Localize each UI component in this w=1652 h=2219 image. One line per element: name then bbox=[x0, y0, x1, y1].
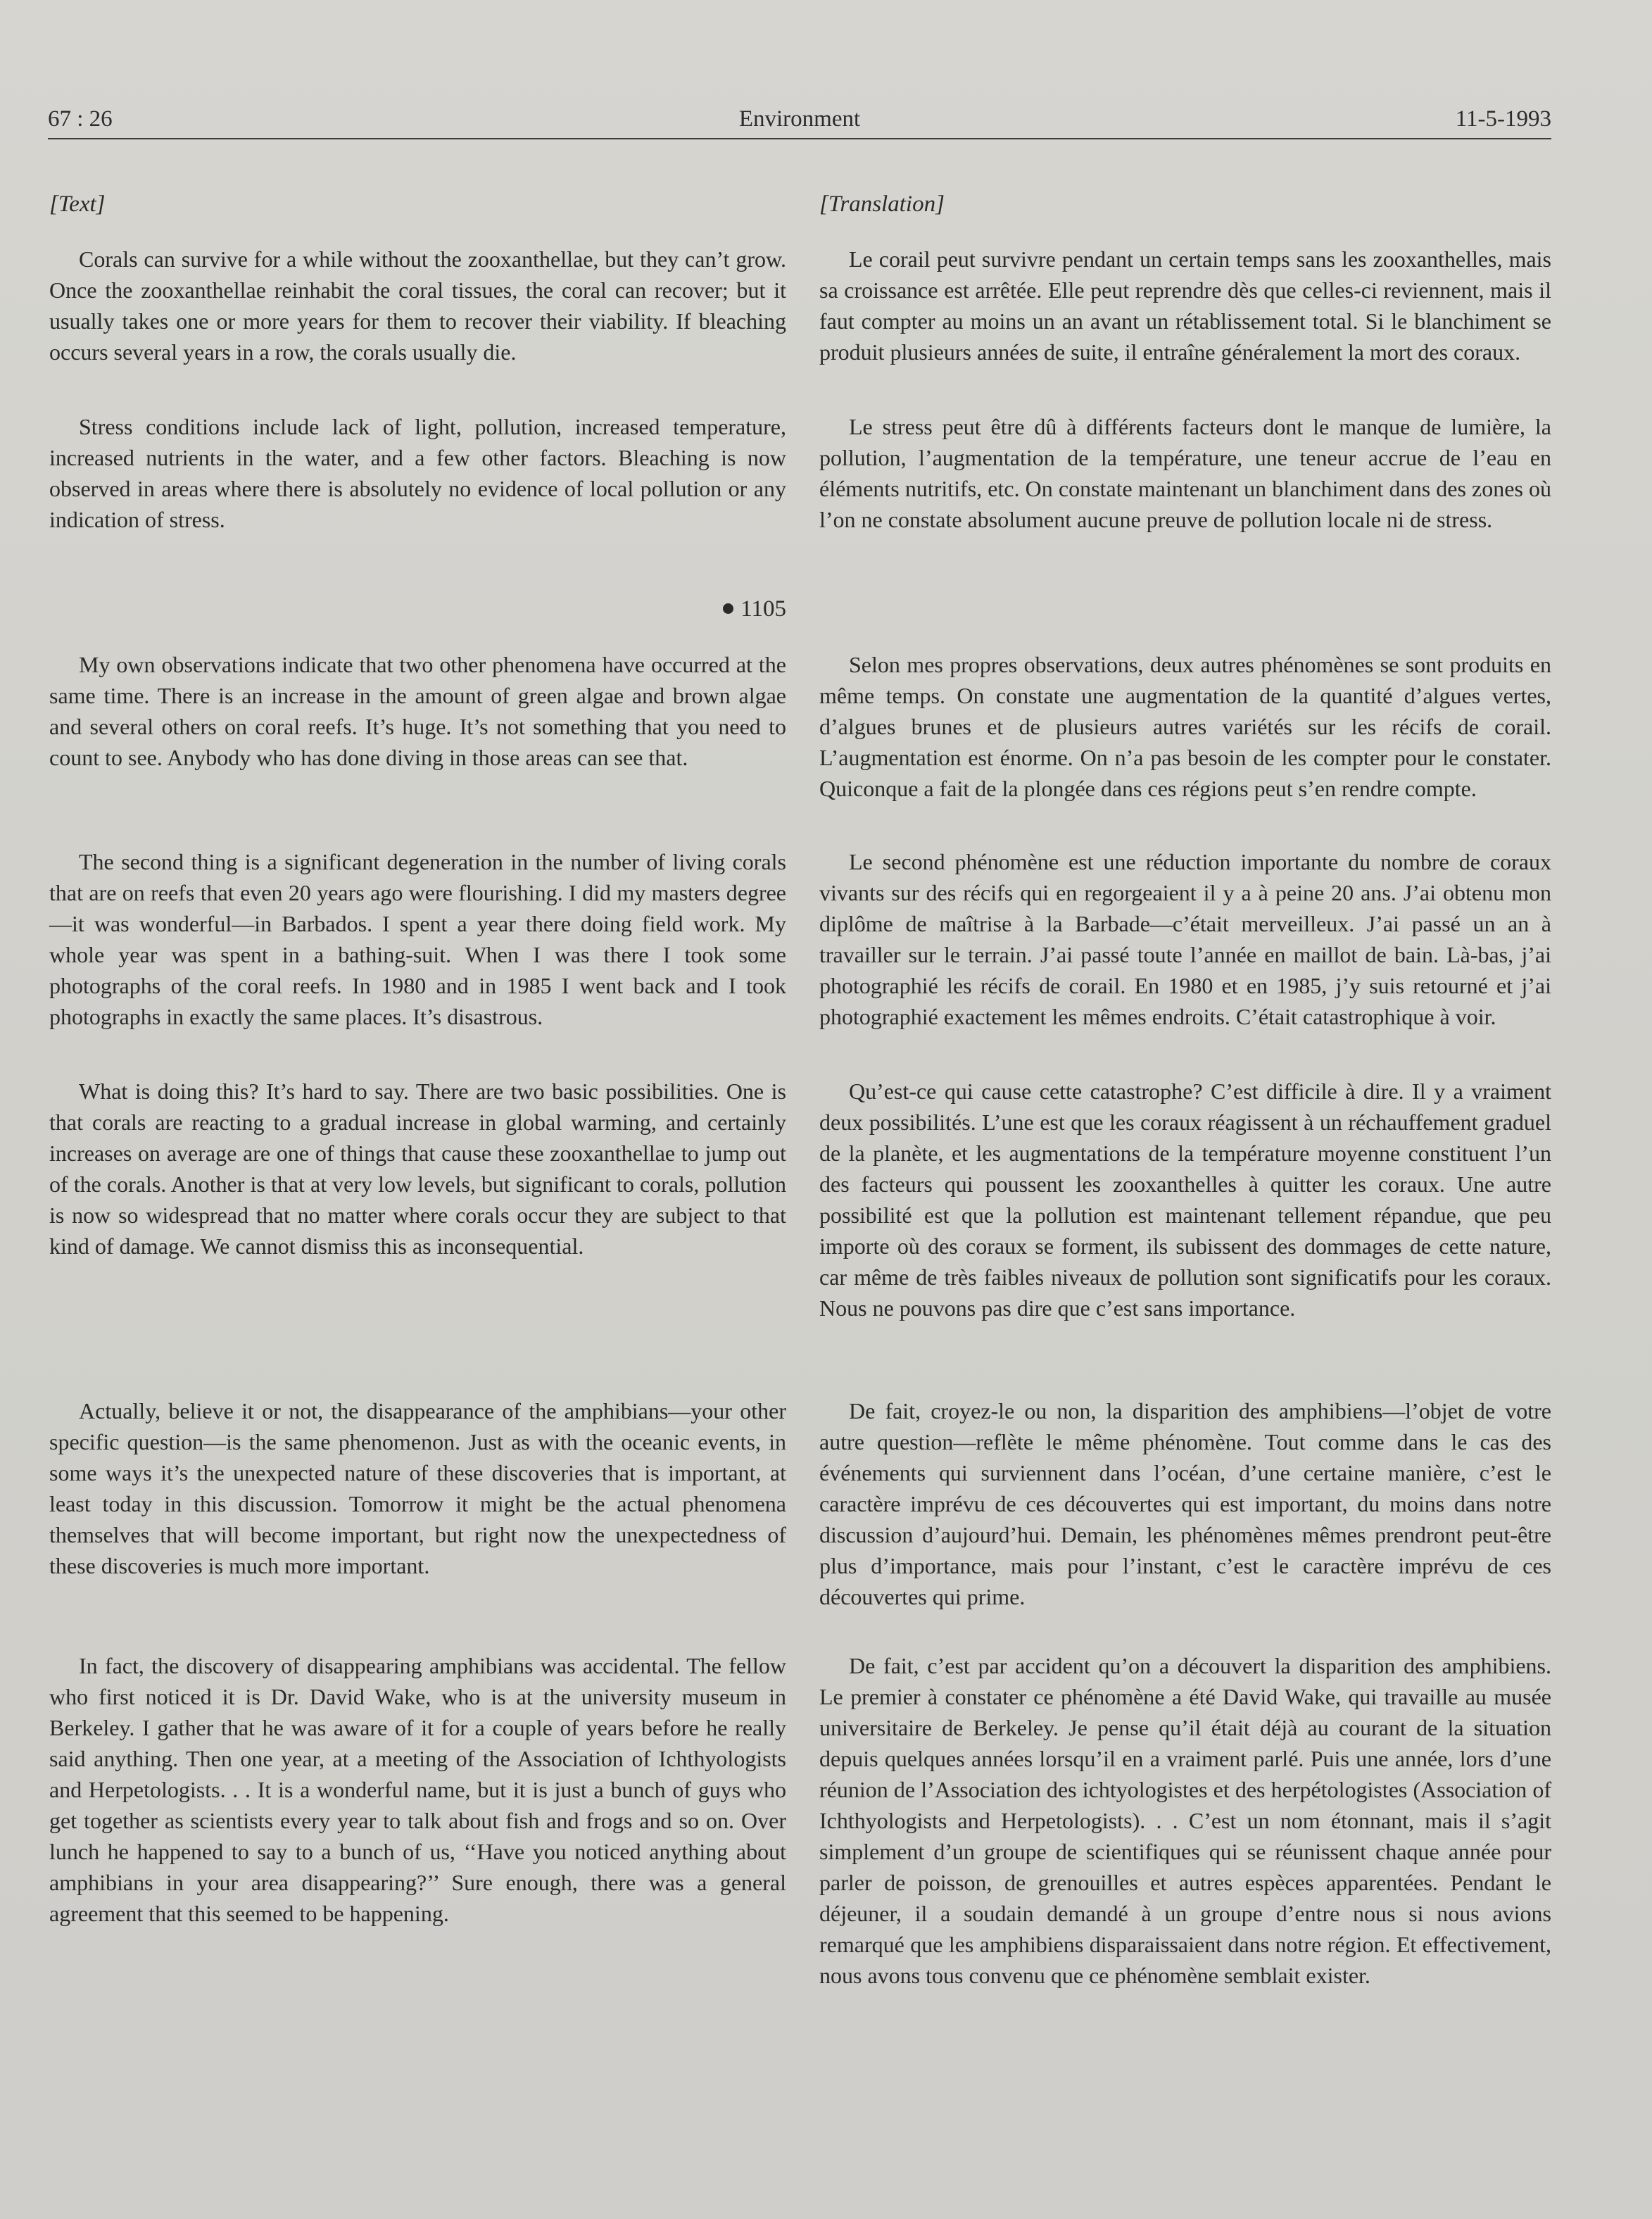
right-paragraph-1: Le corail peut survivre pendant un certain temps sans les zooxanthelles, mais sa croissance est arrêtée. Elle peut reprendre dès que celles-ci reviennent, mais il faut compter au moins un an avant un rétablissement total. Si le blanchiment se produit plusieurs années de suite, il entraîne généralement la mort des coraux. bbox=[819, 246, 1551, 365]
left-paragraph-3: My own observations indicate that two other phenomena have occurred at the same time. There is an increase in the amount of green algae and brown algae and several others on coral reefs. It’s huge. It’s not something that you need to count to see. Anybody who has done diving in those areas can see that. bbox=[49, 652, 786, 770]
left-paragraph-4: The second thing is a significant degeneration in the number of living corals that are on reefs that even 20 years ago were flourishing. I did my masters degree—it was wonderful—in Barbados. I spent a year there doing field work. My whole year was spent in a bathing-suit. When I was there I took some photographs of the coral reefs. In 1980 and in 1985 I went back and I took photographs in exactly the same places. It’s disastrous. bbox=[49, 849, 786, 1029]
page-marker-number: 1105 bbox=[740, 596, 786, 622]
left-paragraph-5: What is doing this? It’s hard to say. There are two basic possibilities. One is that corals are reacting to a gradual increase in global warming, and certainly increases on average are one of things that cause these zooxanthellae to jump out of the corals. Another is that at very low levels, but significant to corals, pollution is now so widespread that no matter where corals occur they are subject to that kind of damage. We cannot dismiss this as inconsequential. bbox=[49, 1079, 786, 1259]
right-paragraph-6: De fait, croyez-le ou non, la disparition des amphibiens—l’objet de votre autre question—reflète le même phénomène. Tout comme dans le cas des événements qui surviennent dans l’océan, d’une certaine manière, c’est le caractère imprévu de ces découvertes qui est important, du moins dans notre discussion d’aujourd’hui. Demain, les phénomènes mêmes prendront peut-être plus d’importance, mais pour l’instant, c’est le caractère imprévu de ces découvertes qui prime. bbox=[819, 1398, 1551, 1609]
text-label: [Text] bbox=[49, 191, 106, 217]
right-paragraph-3: Selon mes propres observations, deux autres phénomènes se sont produits en même temps. On constate une augmentation de la quantité d’algues vertes, d’algues brunes et de plusieurs autres variétés sur les récifs de corail. L’augmentation est énorme. On n’a pas besoin de les compter pour le constater. Quiconque a fait de la plongée dans ces régions peut s’en rendre compte. bbox=[819, 652, 1551, 801]
left-paragraph-6: Actually, believe it or not, the disappearance of the amphibians—your other specific question—is the same phenomenon. Just as with the oceanic events, in some ways it’s the unexpected nature of these discoveries that is important, at least today in this discussion. Tomorrow it might be the actual phenomena themselves that will become important, but right now the unexpectedness of these discoveries is much more important. bbox=[49, 1398, 786, 1578]
left-paragraph-1: Corals can survive for a while without the zooxanthellae, but they can’t grow. Once the zooxanthellae reinhabit the coral tissues, the coral can recover; but it usually takes one or more years for them to recover their viability. If bleaching occurs several years in a row, the corals usually die. bbox=[49, 246, 786, 365]
section-title: Environment bbox=[738, 106, 861, 132]
issue-date: 11-5-1993 bbox=[1455, 106, 1551, 132]
bullet-dot-icon bbox=[723, 603, 733, 614]
left-paragraph-7: In fact, the discovery of disappearing amphibians was accidental. The fellow who first noticed it is Dr. David Wake, who is at the university museum in Berkeley. I gather that he was aware of it for a couple of years before he really said anything. Then one year, at a meeting of the Association of Ichthyologists and Herpetologists. . . It is a wonderful name, but it is just a bunch of guys who get together as scientists every year to talk about fish and frogs and so on. Over lunch he happened to say to a bunch of us, ‘‘Have you noticed anything about amphibians in your area disappearing?’’ Sure enough, there was a general agreement that this seemed to be happening. bbox=[49, 1653, 786, 1926]
left-paragraph-2: Stress conditions include lack of light, pollution, increased temperature, increased nutrients in the water, and a few other factors. Bleaching is now observed in areas where there is absolutely no evidence of local pollution or any indication of stress. bbox=[49, 414, 786, 532]
header-rule bbox=[48, 138, 1551, 139]
page-number: 67 : 26 bbox=[48, 106, 113, 132]
translation-label: [Translation] bbox=[819, 191, 945, 217]
right-paragraph-5: Qu’est-ce qui cause cette catastrophe? C’est difficile à dire. Il y a vraiment deux possibilités. L’une est que les coraux réagissent à un réchauffement graduel de la planète, et les augmentations de la température moyenne constituent l’un des facteurs qui poussent les zooxanthelles à quitter les coraux. Une autre possibilité est que la pollution est maintenant tellement répandue, que peu importe où des coraux se forment, ils subissent des dommages de cette nature, car même de très faibles niveaux de pollution sont significatifs pour les coraux. Nous ne pouvons pas dire que c’est sans importance. bbox=[819, 1079, 1551, 1321]
right-paragraph-7: De fait, c’est par accident qu’on a découvert la disparition des amphibiens. Le premier à constater ce phénomène a été David Wake, qui travaille au musée universitaire de Berkeley. Je pense qu’il était déjà au courant de la situation depuis quelques années lorsqu’il en a vraiment parlé. Puis une année, lors d’une réunion de l’Association des ichtyologistes et des herpétologistes (Association of Ichthyologists and Herpetologists). . . C’est un nom étonnant, mais il s’agit simplement d’un groupe de scientifiques qui se réunissent chaque année pour parler de poisson, de grenouilles et autres espèces apparentées. Pendant le déjeuner, il a soudain demandé à un groupe d’entre nous si nous avions remarqué que les amphibiens disparaissaient dans notre région. Et effectivement, nous avons tous convenu que ce phénomène semblait exister. bbox=[819, 1653, 1551, 1988]
right-paragraph-4: Le second phénomène est une réduction importante du nombre de coraux vivants sur des récifs qui en regorgeaient il y a à peine 20 ans. J’ai obtenu mon diplôme de maîtrise à la Barbade—c’était merveilleux. J’ai passé un an à travailler sur le terrain. J’ai passé toute l’année en maillot de bain. Là-bas, j’ai photographié les récifs de corail. En 1980 et en 1985, j’y suis retourné et j’ai photographié exactement les mêmes endroits. C’était catastrophique à voir. bbox=[819, 849, 1551, 1029]
right-paragraph-2: Le stress peut être dû à différents facteurs dont le manque de lumière, la pollution, l’augmentation de la température, une teneur accrue de l’eau en éléments nutritifs, etc. On constate maintenant un blanchiment dans des zones où l’on ne constate absolument aucune preuve de pollution locale ni de stress. bbox=[819, 414, 1551, 532]
page-marker bbox=[49, 595, 786, 623]
page-header bbox=[48, 104, 1551, 139]
